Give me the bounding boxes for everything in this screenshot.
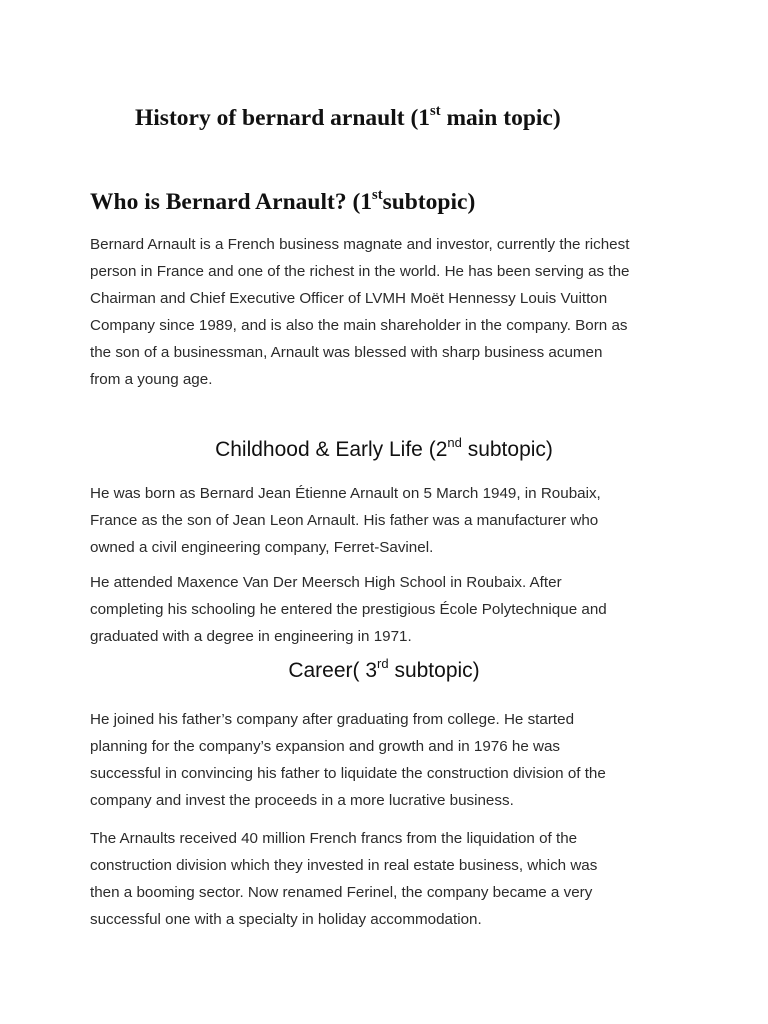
text-line: Company since 1989, and is also the main shareholder in the company. Born as <box>90 317 628 334</box>
text-line: completing his schooling he entered the prestigious École Polytechnique and <box>90 601 607 618</box>
subtopic-2-heading-superscript: nd <box>447 435 462 450</box>
subtopic-2-heading <box>0 435 768 465</box>
subtopic-2-heading-suffix: subtopic) <box>461 438 553 461</box>
main-title-suffix: main topic) <box>440 105 561 131</box>
subtopic-3-heading-superscript: rd <box>377 656 389 671</box>
main-title-text: History of bernard arnault (1 <box>135 105 431 131</box>
text-line: construction division which they invested in real estate business, which was <box>90 857 598 874</box>
text-line: planning for the company’s expansion and growth and in 1976 he was <box>90 738 561 755</box>
text-line: the son of a businessman, Arnault was blessed with sharp business acumen <box>90 344 603 361</box>
subtopic-2-paragraph-1 <box>90 480 690 561</box>
subtopic-3-paragraph-1 <box>90 706 690 814</box>
subtopic-1-heading <box>90 185 475 219</box>
text-line: Bernard Arnault is a French business magnate and investor, currently the richest <box>90 236 630 253</box>
text-line: successful one with a specialty in holiday accommodation. <box>90 911 482 928</box>
subtopic-1-heading-suffix: subtopic) <box>382 189 476 215</box>
text-line: The Arnaults received 40 million French francs from the liquidation of the <box>90 830 578 847</box>
subtopic-1-heading-text: Who is Bernard Arnault? (1 <box>90 189 373 215</box>
text-line: successful in convincing his father to liquidate the construction division of the <box>90 765 606 782</box>
subtopic-3-paragraph-2 <box>90 825 690 933</box>
main-title <box>135 101 561 135</box>
subtopic-2-paragraph-2 <box>90 569 690 650</box>
text-line: graduated with a degree in engineering in 1971. <box>90 628 412 645</box>
text-line: France as the son of Jean Leon Arnault. His father was a manufacturer who <box>90 512 599 529</box>
subtopic-3-heading-suffix: subtopic) <box>388 659 480 682</box>
text-line: from a young age. <box>90 371 213 388</box>
subtopic-3-heading-text: Career( 3 <box>288 659 378 682</box>
text-line: He was born as Bernard Jean Étienne Arnault on 5 March 1949, in Roubaix, <box>90 485 601 502</box>
text-line: owned a civil engineering company, Ferret-Savinel. <box>90 539 434 556</box>
text-line: He attended Maxence Van Der Meersch High School in Roubaix. After <box>90 574 562 591</box>
subtopic-2-heading-text: Childhood & Early Life (2 <box>215 438 448 461</box>
text-line: person in France and one of the richest in the world. He has been serving as the <box>90 263 630 280</box>
main-title-superscript: st <box>430 103 441 120</box>
subtopic-1-paragraph-1 <box>90 231 690 393</box>
subtopic-3-heading <box>0 656 768 686</box>
subtopic-1-heading-superscript: st <box>372 187 383 204</box>
text-line: He joined his father’s company after graduating from college. He started <box>90 711 575 728</box>
text-line: company and invest the proceeds in a more lucrative business. <box>90 792 514 809</box>
text-line: Chairman and Chief Executive Officer of LVMH Moët Hennessy Louis Vuitton <box>90 290 608 307</box>
text-line: then a booming sector. Now renamed Ferinel, the company became a very <box>90 884 593 901</box>
